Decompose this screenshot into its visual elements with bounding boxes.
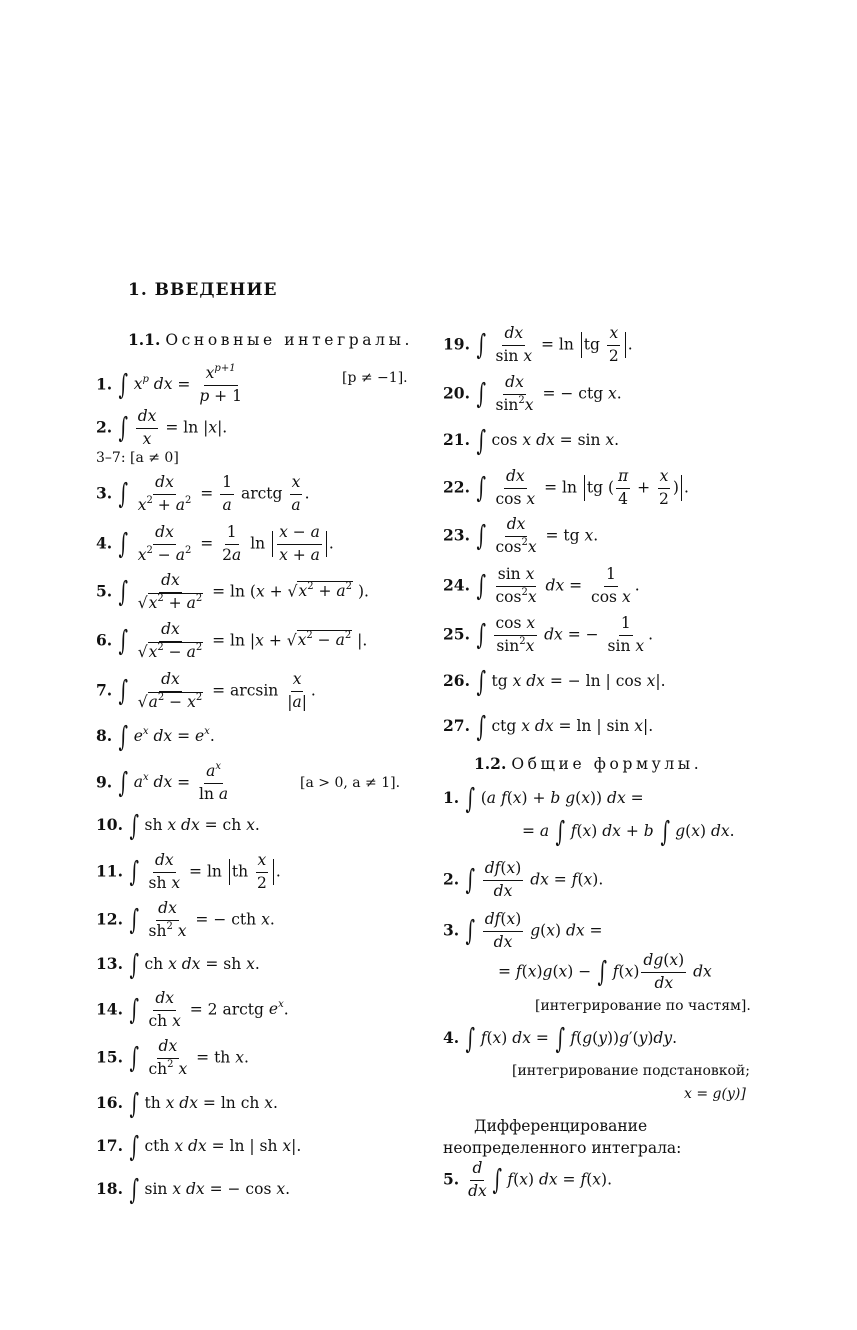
formula-15: 15. ∫ $\frac{dx}{ch^2 x}$ = th x. [96,1037,249,1078]
formula-12: 12. ∫ $\frac{dx}{sh^2 x}$ = − cth x. [96,899,275,940]
general-formula-3-note: [интегрирование по частям]. [535,998,751,1014]
general-formula-1-rhs: = a ∫ f(x) dx + b ∫ g(x) dx. [522,815,735,848]
formula-17: 17. ∫ cth x dx = ln | sh x|. [96,1130,302,1163]
note-3-7: 3–7: [a ≠ 0] [96,450,179,466]
paragraph-differentiation: Дифференцирование неопределенного интеграла: [443,1117,682,1157]
formula-25: 25. ∫ $\frac{\text{cos x}}{\sin^2x}$ dx = − $\frac{1}{\text{sin x}}$ . [443,614,654,655]
formula-18: 18. ∫ sin x dx = − cos x. [96,1173,291,1206]
formula-3: 3. ∫ $\frac{dx}{x^2 + a^2}$ = $\frac{1}{a}$ arctg $\frac{x}{a}$ . [96,473,310,514]
formula-2: 2. ∫ $\frac{dx}{x}$ = ln |x|. [96,407,228,448]
formula-9: 9. ∫ $a^x$ dx = $\frac{a^x}{\text{ln a}}$ [96,761,229,803]
formula-20: 20. ∫ $\frac{dx}{\sin^2x}$ = − ctg x. [443,373,622,414]
general-formula-4-note-2: x = g(y)] [684,1086,746,1102]
general-formula-1: 1. ∫ (a f(x) + b g(x)) dx = [443,782,644,815]
formula-4: 4. ∫ $\frac{dx}{x^2 - a^2}$ = $\frac{1}{2a}$ ln $\frac{x - a}{x + a}$ . [96,523,334,564]
section-1-1-heading: 1.1. Основные интегралы. [128,330,414,349]
formula-22: 22. ∫ $\frac{dx}{\text{cos x}}$ = ln tg ( $\frac{\pi}{4}$ + $\frac{x}{2}$ ) . [443,467,689,508]
formula-23: 23. ∫ $\frac{dx}{\cos^2x}$ = tg x. [443,515,599,556]
section-1-2-heading: 1.2. Общие формулы. [474,754,703,773]
page-title: 1. ВВЕДЕНИЕ [128,280,278,300]
formula-21: 21. ∫ cos x dx = sin x. [443,424,620,457]
formula-5: 5. ∫ $\frac{dx}{√x^2 + a^2}$ = $\ln (x + √x^2 + a^2$ ). [96,571,369,612]
formula-26: 26. ∫ tg x dx = − ln | cos x|. [443,665,666,698]
general-formula-4: 4. ∫ f(x) dx = ∫ f(g(y))g′(y)dy. [443,1022,678,1055]
formula-27: 27. ∫ ctg x dx = ln | sin x|. [443,710,654,743]
formula-13: 13. ∫ ch x dx = sh x. [96,948,260,981]
formula-6: 6. ∫ $\frac{dx}{√x^2 - a^2}$ = $\ln |x + √x^2 - a^2$ |. [96,620,368,661]
formula-7: 7. ∫ $\frac{dx}{√a^2 - x^2}$ = arcsin $\frac{x}{|a|}$ . [96,670,316,711]
general-formula-4-note-1: [интегрирование подстановкой; [512,1063,750,1079]
general-formula-3: 3. ∫ $\frac{df(x)}{dx}$ g(x) dx = [443,910,603,951]
formula-1: 1. ∫ $x^p$ dx = $\frac{x^{p+1}}{p + 1}$ [96,363,242,405]
formula-14: 14. ∫ $\frac{dx}{\text{ch x}}$ = 2 arctg $e^x$. [96,989,289,1030]
general-formula-5: 5. $\frac{d}{dx}$ ∫ f(x) dx = f(x). [443,1159,612,1200]
formula-1-condition: [p ≠ −1]. [342,370,408,386]
formula-16: 16. ∫ th x dx = ln ch x. [96,1087,278,1120]
formula-24: 24. ∫ $\frac{\text{sin x}}{\cos^2x}$ dx = $\frac{1}{\text{cos x}}$ . [443,565,640,606]
formula-11: 11. ∫ $\frac{dx}{\text{sh x}}$ = ln th $\frac{x}{2}$ . [96,851,281,892]
formula-19: 19. ∫ $\frac{dx}{\text{sin x}}$ = ln tg $\frac{x}{2}$ . [443,324,633,365]
formula-9-condition: [a > 0, a ≠ 1]. [300,775,401,791]
general-formula-2: 2. ∫ $\frac{df(x)}{dx}$ dx = f(x). [443,859,604,900]
general-formula-3-rhs: = f(x)g(x) − ∫ f(x) $\frac{dg(x)}{dx}$ dx [498,951,712,992]
formula-10: 10. ∫ sh x dx = ch x. [96,809,260,842]
formula-8: 8. ∫ $e^x$ dx = $e^x$. [96,720,215,753]
